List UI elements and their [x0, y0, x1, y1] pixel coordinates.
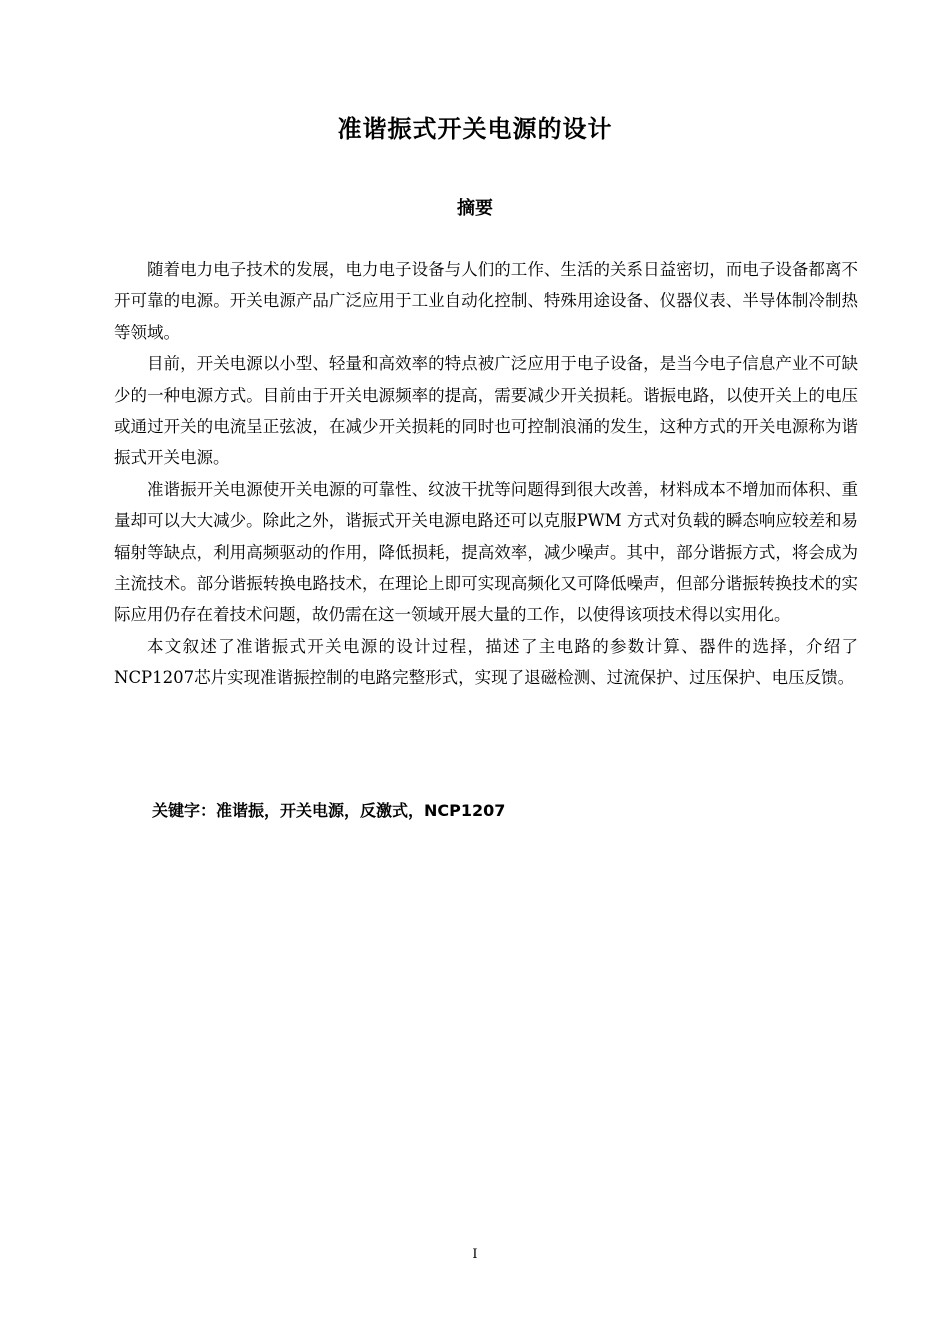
- abstract-paragraph: 随着电力电子技术的发展，电力电子设备与人们的工作、生活的关系日益密切，而电子设备都离不开可靠的电源。开关电源产品广泛应用于工业自动化控制、特殊用途设备、仪器仪表、半导体制冷制热等领域。: [114, 260, 858, 342]
- abstract-paragraph: 准谐振开关电源使开关电源的可靠性、纹波干扰等问题得到很大改善，材料成本不增加而体积、重量却可以大大减少。除此之外，谐振式开关电源电路还可以克服PWM 方式对负载的瞬态响应较差和易辐射等缺点，利用高频驱动的作用，降低损耗，提高效率，减少噪声。其中，部分谐振方式，将会成为主流技术。部分谐振转换电路技术，在理论上即可实现高频化又可降低噪声，但部分谐振转换技术的实际应用仍存在着技术问题，故仍需在这一领域开展大量的工作，以使得该项技术得以实用化。: [114, 479, 858, 625]
- document-title: 准谐振式开关电源的设计: [337, 115, 613, 143]
- abstract-paragraph: 本文叙述了准谐振式开关电源的设计过程，描述了主电路的参数计算、器件的选择，介绍了NCP1207芯片实现准谐振控制的电路完整形式，实现了退磁检测、过流保护、过压保护、电压反馈。: [114, 636, 858, 688]
- abstract-heading: 摘要: [457, 198, 493, 219]
- page-number: I: [472, 1247, 478, 1262]
- keywords-label: 关键字：: [152, 801, 217, 820]
- abstract-body: [114, 254, 858, 694]
- keywords-values: 准谐振，开关电源，反激式，NCP1207: [216, 801, 506, 820]
- abstract-paragraph: 目前，开关电源以小型、轻量和高效率的特点被广泛应用于电子设备，是当今电子信息产业不可缺少的一种电源方式。目前由于开关电源频率的提高，需要减少开关损耗。谐振电路，以使开关上的电压或通过开关的电流呈正弦波，在减少开关损耗的同时也可控制浪涌的发生，这种方式的开关电源称为谐振式开关电源。: [114, 354, 858, 468]
- keywords-line: [152, 796, 852, 826]
